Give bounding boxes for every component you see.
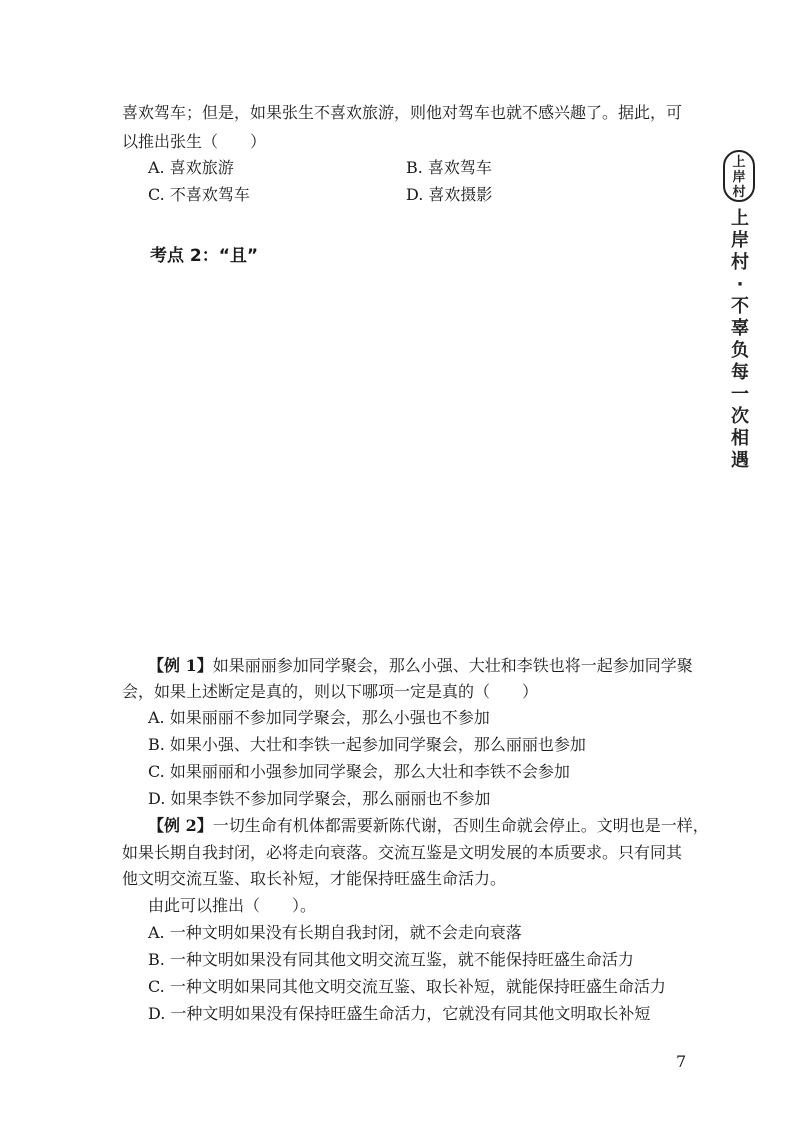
option-b: B. 一种文明如果没有同其他文明交流互鉴，就不能保持旺盛生命活力: [148, 950, 634, 969]
side-slogan: 上 岸 村 · 不 辜 负 每 一 次 相 遇: [731, 208, 749, 471]
option-b: B. 喜欢驾车: [406, 158, 492, 177]
option-c: C. 如果丽丽和小强参加同学聚会，那么大壮和李铁不会参加: [148, 762, 570, 781]
example-label: 【例 2】: [148, 816, 213, 835]
option-d: D. 如果李铁不参加同学聚会，那么丽丽也不参加: [148, 789, 491, 808]
example-2-stem: [148, 816, 709, 836]
example-text: 一切生命有机体都需要新陈代谢，否则生命就会停止。文明也是一样，: [212, 816, 709, 835]
page-number: 7: [676, 1052, 687, 1071]
example-label: 【例 1】: [148, 656, 213, 675]
question-prompt: 由此可以推出（ ）。: [148, 896, 317, 915]
option-d: D. 一种文明如果没有保持旺盛生命活力，它就没有同其他文明取长补短: [148, 1004, 651, 1023]
example-text-line: 如果长期自我封闭，必将走向衰落。交流互鉴是文明发展的本质要求。只有同其: [122, 843, 683, 862]
seal-logo: [723, 150, 755, 202]
option-b: B. 如果小强、大壮和李铁一起参加同学聚会，那么丽丽也参加: [148, 735, 586, 754]
example-text-line: 会，如果上述断定是真的，则以下哪项一定是真的（ ）: [122, 682, 539, 701]
example-text: 如果丽丽参加同学聚会，那么小强、大壮和李铁也将一起参加同学聚: [212, 656, 693, 675]
question-text-line: 喜欢驾车；但是，如果张生不喜欢旅游，则他对驾车也就不感兴趣了。据此，可: [122, 103, 683, 122]
option-a: A. 如果丽丽不参加同学聚会，那么小强也不参加: [148, 708, 490, 727]
example-1-stem: [148, 656, 693, 676]
option-c: C. 一种文明如果同其他文明交流互鉴、取长补短，就能保持旺盛生命活力: [148, 977, 666, 996]
question-text-line: 以推出张生（ ）: [122, 132, 267, 151]
option-a: A. 一种文明如果没有长期自我封闭，就不会走向衰落: [148, 923, 522, 942]
option-d: D. 喜欢摄影: [406, 185, 493, 204]
option-c: C. 不喜欢驾车: [148, 185, 250, 204]
option-a: A. 喜欢旅游: [148, 158, 234, 177]
section-heading: 考点 2：“且”: [150, 246, 259, 266]
example-text-line: 他文明交流互鉴、取长补短，才能保持旺盛生命活力。: [122, 869, 507, 888]
seal-text: 上 岸 村: [732, 155, 746, 200]
